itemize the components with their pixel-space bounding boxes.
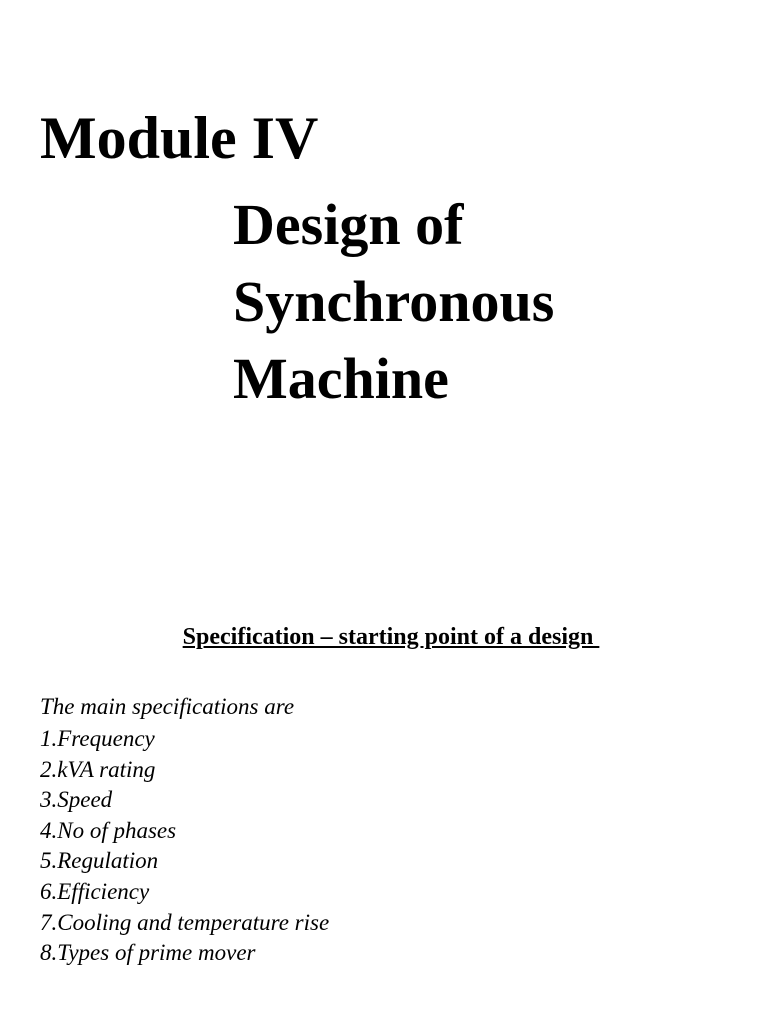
specification-heading: Specification – starting point of a design bbox=[182, 624, 600, 650]
list-item: 2.kVA rating bbox=[40, 756, 156, 782]
list-item: 1.Frequency bbox=[40, 726, 155, 751]
list-item: 6.Efficiency bbox=[40, 878, 150, 904]
specification-intro: The main specifications are bbox=[40, 694, 295, 719]
list-item: 8.Types of prime mover bbox=[40, 940, 256, 966]
list-item: 4.No of phases bbox=[40, 817, 177, 843]
module-title: Module IV bbox=[40, 105, 319, 171]
design-title bbox=[233, 186, 554, 417]
design-title-line: Synchronous bbox=[233, 269, 555, 334]
specification-list bbox=[40, 724, 329, 969]
list-item: 7.Cooling and temperature rise bbox=[40, 909, 330, 935]
list-item: 3.Speed bbox=[40, 787, 113, 813]
design-title-line: Machine bbox=[233, 346, 449, 411]
list-item: 5.Regulation bbox=[40, 848, 159, 874]
design-title-line: Design of bbox=[233, 192, 464, 257]
